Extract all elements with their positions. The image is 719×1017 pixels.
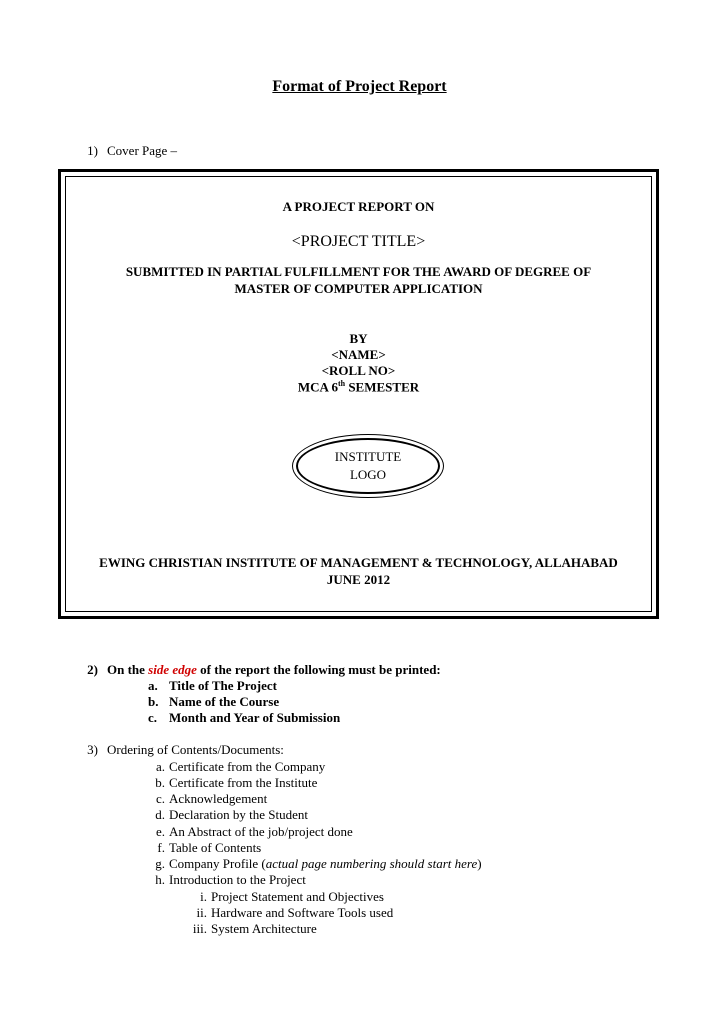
list-text: Acknowledgement: [169, 791, 268, 806]
logo-line2: LOGO: [349, 467, 387, 482]
list-item: [155, 872, 306, 888]
cover-submitted-line2: MASTER OF COMPUTER APPLICATION: [234, 281, 483, 296]
sub-list-item: [196, 905, 394, 921]
sub-list-item: [200, 889, 384, 905]
list-letter: b.: [148, 694, 159, 709]
list-text: Title of The Project: [169, 678, 277, 693]
cover-roll-no: <ROLL NO>: [321, 363, 396, 378]
section-label: Ordering of Contents/Documents:: [107, 742, 284, 757]
list-item: [155, 759, 326, 775]
cover-project-title: <PROJECT TITLE>: [291, 233, 426, 250]
cover-page-box: [58, 169, 659, 619]
section-number: 3): [87, 742, 98, 757]
cover-institute-name: EWING CHRISTIAN INSTITUTE OF MANAGEMENT & TECHNOLOGY, ALLAHABAD: [99, 555, 618, 570]
cover-name: <NAME>: [331, 347, 386, 362]
roman-numeral: iii.: [192, 921, 207, 936]
sub-list-text: Hardware and Software Tools used: [211, 905, 394, 920]
list-item: [148, 678, 277, 694]
list-italic-note: actual page numbering should start here: [265, 856, 478, 871]
list-tail: ): [477, 856, 482, 871]
section-number: 1): [87, 143, 98, 158]
list-letter: g.: [155, 856, 165, 871]
list-letter: h.: [155, 872, 165, 887]
semester-superscript: th: [337, 379, 346, 388]
section-cover-page: [87, 143, 178, 159]
list-letter: c.: [148, 710, 158, 725]
list-item: [155, 807, 308, 823]
list-letter: b.: [155, 775, 165, 790]
cover-submitted-line1: SUBMITTED IN PARTIAL FULFILLMENT FOR THE AWARD OF DEGREE OF: [125, 264, 592, 279]
section2-text-before: On the: [107, 662, 149, 677]
cover-report-line: A PROJECT REPORT ON: [282, 199, 435, 214]
roman-numeral: ii.: [196, 905, 207, 920]
list-letter: d.: [155, 807, 165, 822]
section-side-edge: [87, 662, 441, 678]
page-title: Format of Project Report: [272, 78, 447, 95]
list-item: [157, 840, 262, 856]
list-text: Name of the Course: [169, 694, 280, 709]
sub-list-text: Project Statement and Objectives: [211, 889, 384, 904]
section2-text-after: of the report the following must be printed:: [196, 662, 441, 677]
list-text: Certificate from the Company: [169, 759, 326, 774]
list-text: Month and Year of Submission: [169, 710, 341, 725]
list-text: Certificate from the Institute: [169, 775, 318, 790]
list-item: [155, 791, 268, 807]
list-text: Table of Contents: [169, 840, 262, 855]
list-item: [148, 710, 341, 726]
logo-line1: INSTITUTE: [334, 449, 402, 464]
list-text: An Abstract of the job/project done: [169, 824, 353, 839]
list-text: Introduction to the Project: [169, 872, 306, 887]
sub-list-item: [192, 921, 317, 937]
roman-numeral: i.: [200, 889, 207, 904]
institute-logo-placeholder: [292, 434, 444, 498]
list-letter: e.: [155, 824, 165, 839]
semester-prefix: MCA 6: [297, 379, 338, 395]
cover-semester: [66, 379, 651, 395]
list-letter: c.: [155, 791, 165, 806]
list-text: Declaration by the Student: [169, 807, 308, 822]
list-letter: f.: [157, 840, 165, 855]
section-number: 2): [87, 662, 98, 677]
section-ordering: [87, 742, 284, 758]
sub-list-text: System Architecture: [211, 921, 317, 936]
list-item: [155, 775, 318, 791]
list-item: [155, 856, 482, 872]
list-item: [148, 694, 280, 710]
list-letter: a.: [155, 759, 165, 774]
list-text: Company Profile (: [169, 856, 266, 871]
list-item: [155, 824, 353, 840]
list-letter: a.: [148, 678, 158, 693]
section-label: Cover Page –: [107, 143, 178, 158]
semester-suffix: SEMESTER: [345, 379, 420, 395]
cover-date: JUNE 2012: [326, 572, 391, 587]
cover-by: BY: [349, 331, 368, 346]
side-edge-highlight: side edge: [148, 662, 197, 677]
